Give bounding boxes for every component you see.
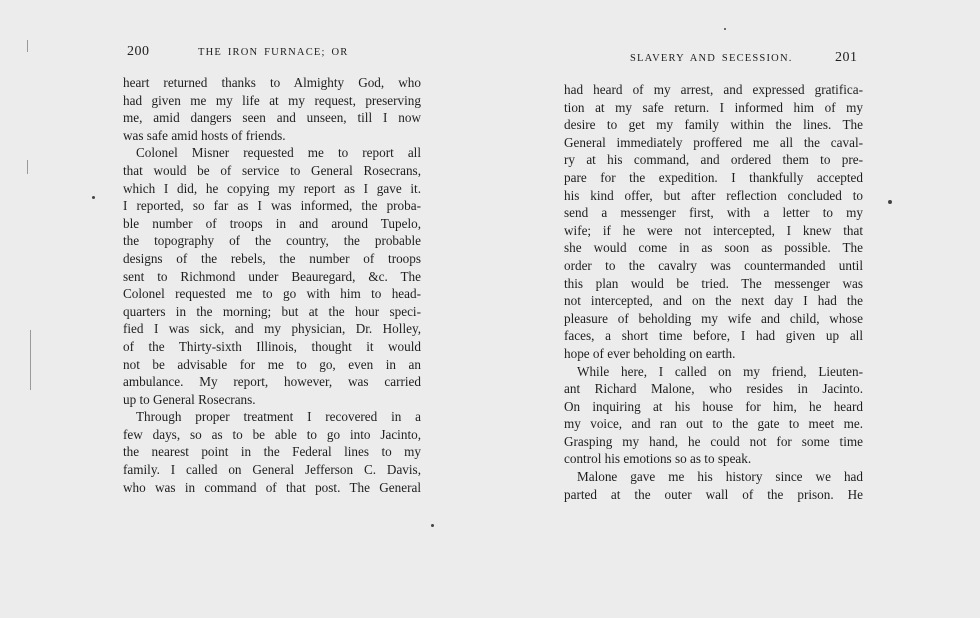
text-line: order to the cavalry was countermanded until (564, 257, 863, 273)
text-line: fied I was sick, and my physician, Dr. Holley, (123, 321, 421, 337)
text-line: she would come in as soon as possible. The (564, 240, 863, 256)
right-page-number: 201 (835, 50, 858, 65)
right-running-title: SLAVERY AND SECESSION. (630, 53, 793, 64)
text-line: was safe amid hosts of friends. (123, 127, 286, 143)
text-line: Malone gave me his history since we had (577, 469, 863, 485)
text-line: pleasure of beholding my wife and child, whose (564, 310, 863, 326)
text-line: faces, a short time before, I had given up all (564, 328, 863, 344)
ink-speck (888, 200, 892, 204)
text-line: family. I called on General Jefferson C. Davis, (123, 462, 421, 478)
text-line: On inquiring at his house for him, he heard (564, 398, 863, 414)
text-line: ant Richard Malone, who resides in Jacinto. (564, 381, 863, 397)
text-line: had given me my life at my request, preserving (123, 92, 421, 108)
left-running-title: THE IRON FURNACE; OR (198, 47, 349, 58)
text-line: ble number of troops in and around Tupelo, (123, 215, 421, 231)
text-line: of the Thirty-sixth Illinois, thought it would (123, 338, 421, 354)
text-line: parted at the outer wall of the prison. He (564, 486, 863, 502)
text-line: ambulance. My report, however, was carried (123, 374, 421, 390)
text-line: this plan would be tried. The messenger was (564, 275, 863, 291)
margin-mark (27, 160, 28, 174)
text-line: send a messenger first, with a letter to my (564, 205, 863, 221)
text-line: ry at his command, and ordered them to pre- (564, 152, 863, 168)
text-line: Through proper treatment I recovered in a (136, 409, 421, 425)
text-line: sent to Richmond under Beauregard, &c. The (123, 268, 421, 284)
ink-speck (724, 28, 726, 30)
text-line: heart returned thanks to Almighty God, who (123, 75, 421, 90)
text-line: I reported, so far as I was informed, the proba- (123, 198, 421, 214)
text-line: that would be of service to General Rosecrans, (123, 162, 421, 178)
right-page-body (564, 81, 863, 503)
text-line: me, amid dangers seen and unseen, till I now (123, 110, 421, 126)
margin-mark (30, 330, 31, 390)
text-line: which I did, he copying my report as I gave it. (123, 180, 421, 196)
left-page-body (123, 74, 421, 496)
text-line: not intercepted, and on the next day I had the (564, 293, 863, 309)
text-line: few days, so as to be able to go into Jacinto, (123, 426, 421, 442)
text-line: control his emotions so as to speak. (564, 451, 752, 467)
text-line: pare for the expedition. I thankfully accepted (564, 169, 863, 185)
text-line: designs of the rebels, the number of troops (123, 250, 421, 266)
text-line: his kind offer, but after reflection concluded to (564, 187, 863, 203)
text-line: the nearest point in the Federal lines to my (123, 444, 421, 460)
text-line: had heard of my arrest, and expressed gratifica- (564, 82, 863, 97)
text-line: desire to get my family within the lines. The (564, 117, 863, 133)
text-line: General immediately proffered me all the caval- (564, 134, 863, 150)
text-line: quarters in the morning; but at the hour speci- (123, 303, 421, 319)
left-page-number: 200 (127, 44, 150, 59)
text-line: Grasping my hand, he could not for some time (564, 433, 863, 449)
text-line: tion at my safe return. I informed him of my (564, 99, 863, 115)
text-line: my voice, and ran out to the gate to meet me. (564, 416, 863, 432)
ink-speck (431, 524, 434, 527)
margin-mark (27, 40, 28, 52)
text-line: up to General Rosecrans. (123, 391, 256, 407)
ink-speck (92, 196, 95, 199)
text-line: Colonel Misner requested me to report all (136, 145, 421, 161)
text-line: wife; if he were not intercepted, I knew that (564, 222, 863, 238)
text-line: not be advisable for me to go, even in an (123, 356, 421, 372)
text-line: the topography of the country, the probable (123, 233, 421, 249)
text-line: While here, I called on my friend, Lieuten- (577, 363, 863, 379)
text-line: who was in command of that post. The General (123, 479, 421, 495)
text-line: Colonel requested me to go with him to head- (123, 286, 421, 302)
text-line: hope of ever beholding on earth. (564, 345, 736, 361)
